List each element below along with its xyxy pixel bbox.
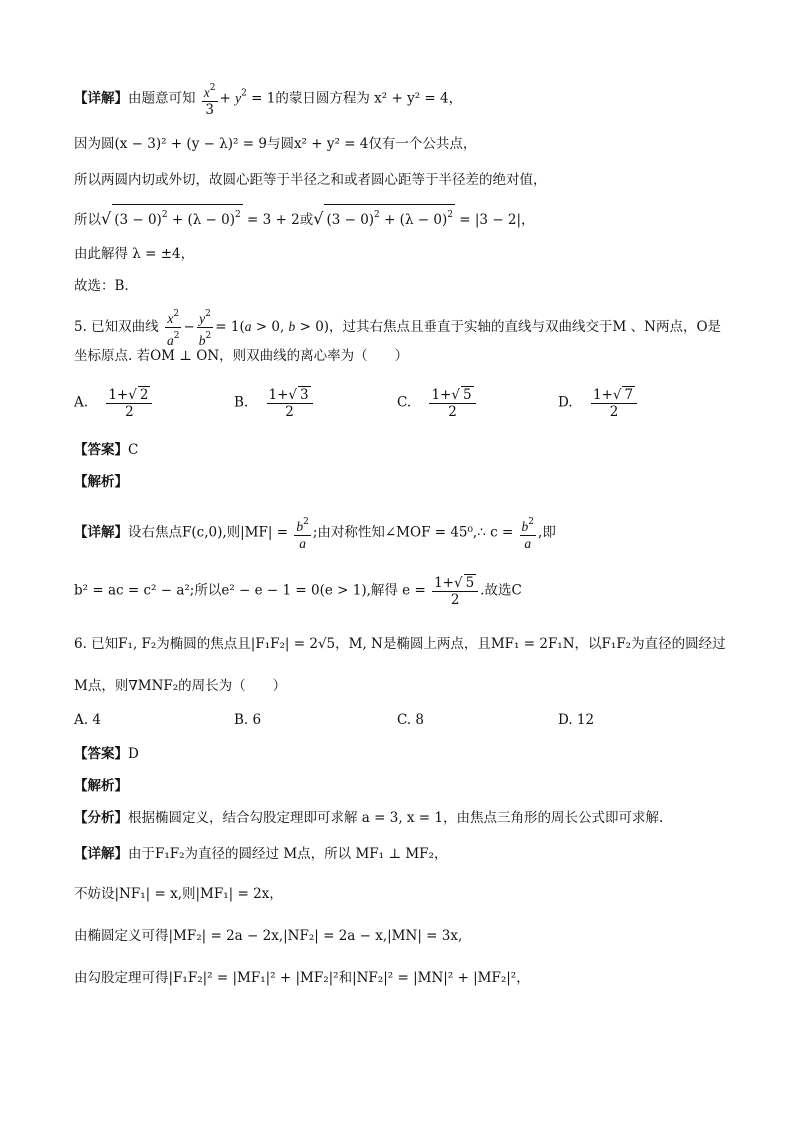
q6-detail-line-1: 【详解】由于F₁F₂为直径的圆经过 M点，所以 MF₁ ⊥ MF₂， [74, 846, 448, 862]
q6-fenxi: 【分析】根据椭圆定义，结合勾股定理即可求解 a = 3, x = 1，由焦点三角形的周长公式即可求解. [74, 810, 664, 826]
detail-line-1: 【详解】由题意可知 $\frac{x^2}{3}$ + $y^2 = 1$的蒙日圆方程为 x² + y² = 4， [74, 80, 462, 118]
detail-line-5: 由此解得 λ = ±4， [74, 246, 195, 262]
detail-line-6: 故选：B. [74, 278, 129, 294]
q5-answer: 【答案】C [74, 442, 139, 458]
q5-detail-line-2: b² = ac = c² − a²;所以e² − e − 1 = 0(e > 1),解得 e = $\frac{1+√ 5}{2}$ .故选C [74, 575, 522, 608]
q6-option-b[interactable]: B. 6 [234, 712, 262, 728]
q5-option-d[interactable]: D. $\frac{1+√ 7}{2}$ [558, 386, 639, 420]
q5-stem-line-2: 坐标原点. 若OM ⊥ ON，则双曲线的离心率为（ ） [74, 348, 409, 364]
sqrt-distance-2: $(3 - 0)^2 + (\lambda - 0)^2$ [324, 204, 455, 230]
q6-stem-line-1: 6. 已知F₁, F₂为椭圆的焦点且|F₁F₂| = 2√5，M, N是椭圆上两点，且MF₁ = 2F₁N，以F₁F₂为直径的圆经过 [74, 636, 726, 652]
q6-stem-line-2: M点，则∇MNF₂的周长为（ ） [74, 678, 287, 694]
q5-option-b[interactable]: B. $\frac{1+√ 3}{2}$ [234, 386, 315, 420]
q6-option-c[interactable]: C. 8 [397, 712, 425, 728]
q6-option-d[interactable]: D. 12 [558, 712, 595, 728]
q6-detail-line-4: 由勾股定理可得|F₁F₂|² = |MF₁|² + |MF₂|²和|NF₂|² = |MN|² + |MF₂|²， [74, 970, 530, 986]
detail-label: 【详解】 [74, 90, 128, 107]
detail-line-2: 因为圆(x − 3)² + (y − λ)² = 9与圆x² + y² = 4仅有一个公共点， [74, 136, 477, 152]
q6-option-a[interactable]: A. 4 [74, 712, 101, 728]
q6-detail-line-3: 由椭圆定义可得|MF₂| = 2a − 2x,|NF₂| = 2a − x,|MN| = 3x, [74, 928, 463, 944]
detail-line-3: 所以两圆内切或外切，故圆心距等于半径之和或者圆心距等于半径差的绝对值， [74, 172, 547, 188]
q5-detail-line-1: 【详解】设右焦点F(c,0),则|MF| = $\frac{b^2}{a}$ ;由对称性知∠MOF = 45⁰,∴ c = $\frac{b^2}{a}$ ,即 [74, 514, 556, 552]
q5-option-a[interactable]: A. $\frac{1+√ 2}{2}$ [74, 386, 154, 420]
q6-detail-line-2: 不妨设|NF₁| = x,则|MF₁| = 2x， [74, 886, 283, 902]
q5-option-c[interactable]: C. $\frac{1+√ 5}{2}$ [397, 386, 478, 420]
detail-line-4: 所以√ $(3 - 0)^2 + (\lambda - 0)^2 = 3 + 2$或√ $(3 - 0)^2 + (\lambda - 0)^2 = |3 - 2|$， [74, 204, 535, 230]
q5-stem-line-1: 5. 已知双曲线 $\frac{x^2}{a^2}$ − $\frac{y^2}{b^2}$ = 1(a > 0, b > 0)，过其右焦点且垂直于实轴的直线与双曲线交于M 、N两点，O是 [74, 306, 721, 349]
q6-answer: 【答案】D [74, 746, 139, 762]
q6-analysis-label: 【解析】 [74, 778, 128, 794]
fraction-x2-over-3: $\frac{x^2}{3}$ [202, 80, 218, 118]
sqrt-distance-1: $(3 - 0)^2 + (\lambda - 0)^2$ [112, 204, 243, 230]
q5-analysis-label: 【解析】 [74, 474, 128, 490]
